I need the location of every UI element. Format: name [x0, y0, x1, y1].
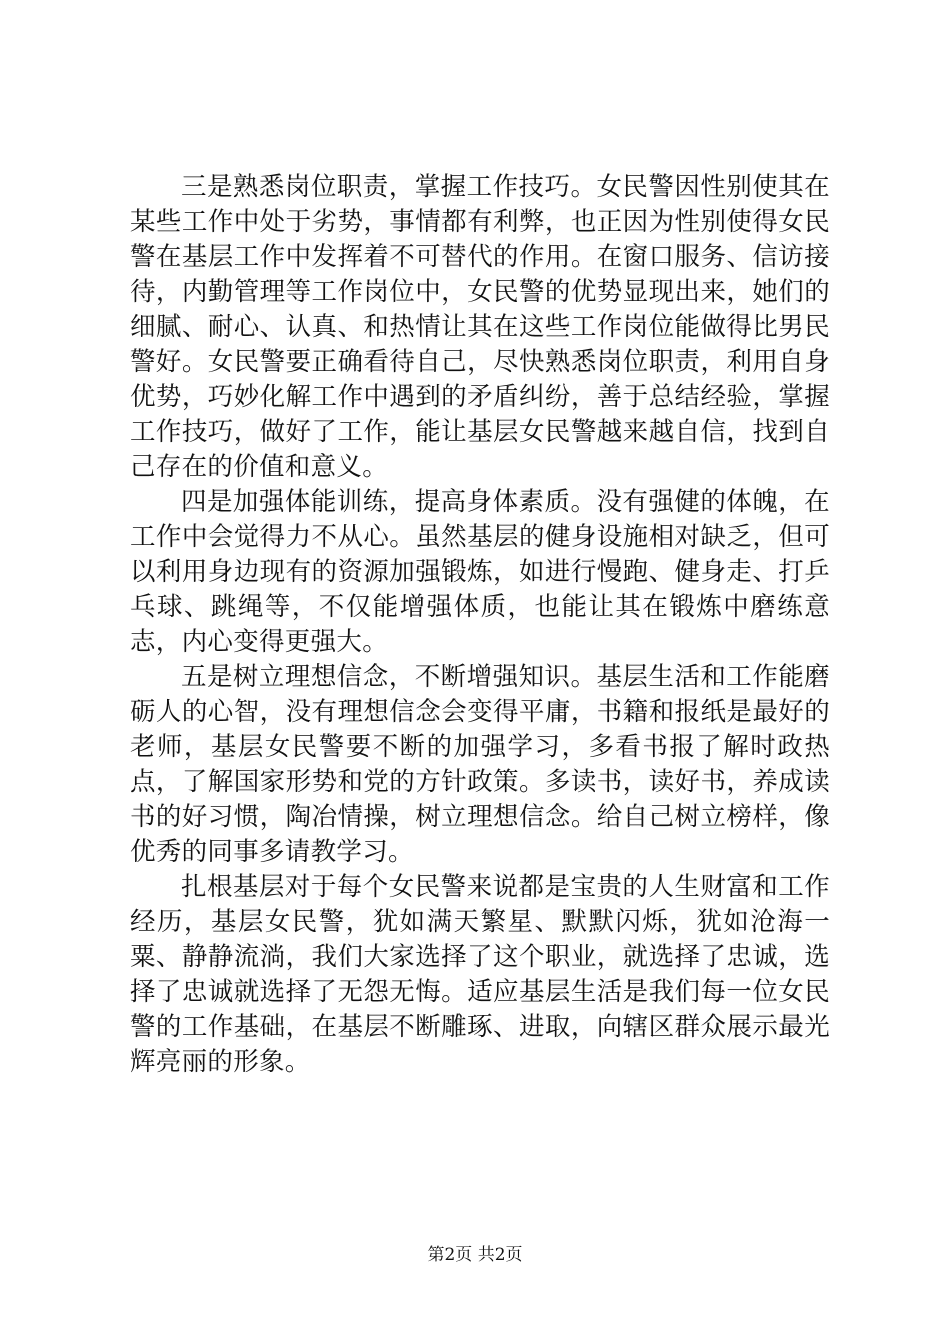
document-body — [130, 170, 830, 1080]
paragraph-1: 三是熟悉岗位职责，掌握工作技巧。女民警因性别使其在某些工作中处于劣势，事情都有利弊，也正因为性别使得女民警在基层工作中发挥着不可替代的作用。在窗口服务、信访接待，内勤管理等工作岗位中，女民警的优势显现出来，她们的细腻、耐心、认真、和热情让其在这些工作岗位能做得比男民警好。女民警要正确看待自己，尽快熟悉岗位职责，利用自身优势，巧妙化解工作中遇到的矛盾纠纷，善于总结经验，掌握工作技巧，做好了工作，能让基层女民警越来越自信，找到自己存在的价值和意义。 — [130, 172, 830, 482]
paragraph-3: 五是树立理想信念，不断增强知识。基层生活和工作能磨砺人的心智，没有理想信念会变得平庸，书籍和报纸是最好的老师，基层女民警要不断的加强学习，多看书报了解时政热点，了解国家形势和党的方针政策。多读书，读好书，养成读书的好习惯，陶冶情操，树立理想信念。给自己树立榜样，像优秀的同事多请教学习。 — [130, 662, 830, 867]
paragraph-4: 扎根基层对于每个女民警来说都是宝贵的人生财富和工作经历，基层女民警，犹如满天繁星、默默闪烁，犹如沧海一粟、静静流淌，我们大家选择了这个职业，就选择了忠诚，选择了忠诚就选择了无怨无悔。适应基层生活是我们每一位女民警的工作基础，在基层不断雕琢、进取，向辖区群众展示最光辉亮丽的形象。 — [130, 872, 830, 1077]
page-footer: 第2页 共2页 — [427, 1245, 523, 1265]
paragraph-2: 四是加强体能训练，提高身体素质。没有强健的体魄，在工作中会觉得力不从心。虽然基层的健身设施相对缺乏，但可以利用身边现有的资源加强锻炼，如进行慢跑、健身走、打乒乓球、跳绳等，不仅能增强体质，也能让其在锻炼中磨练意志，内心变得更强大。 — [130, 487, 830, 657]
